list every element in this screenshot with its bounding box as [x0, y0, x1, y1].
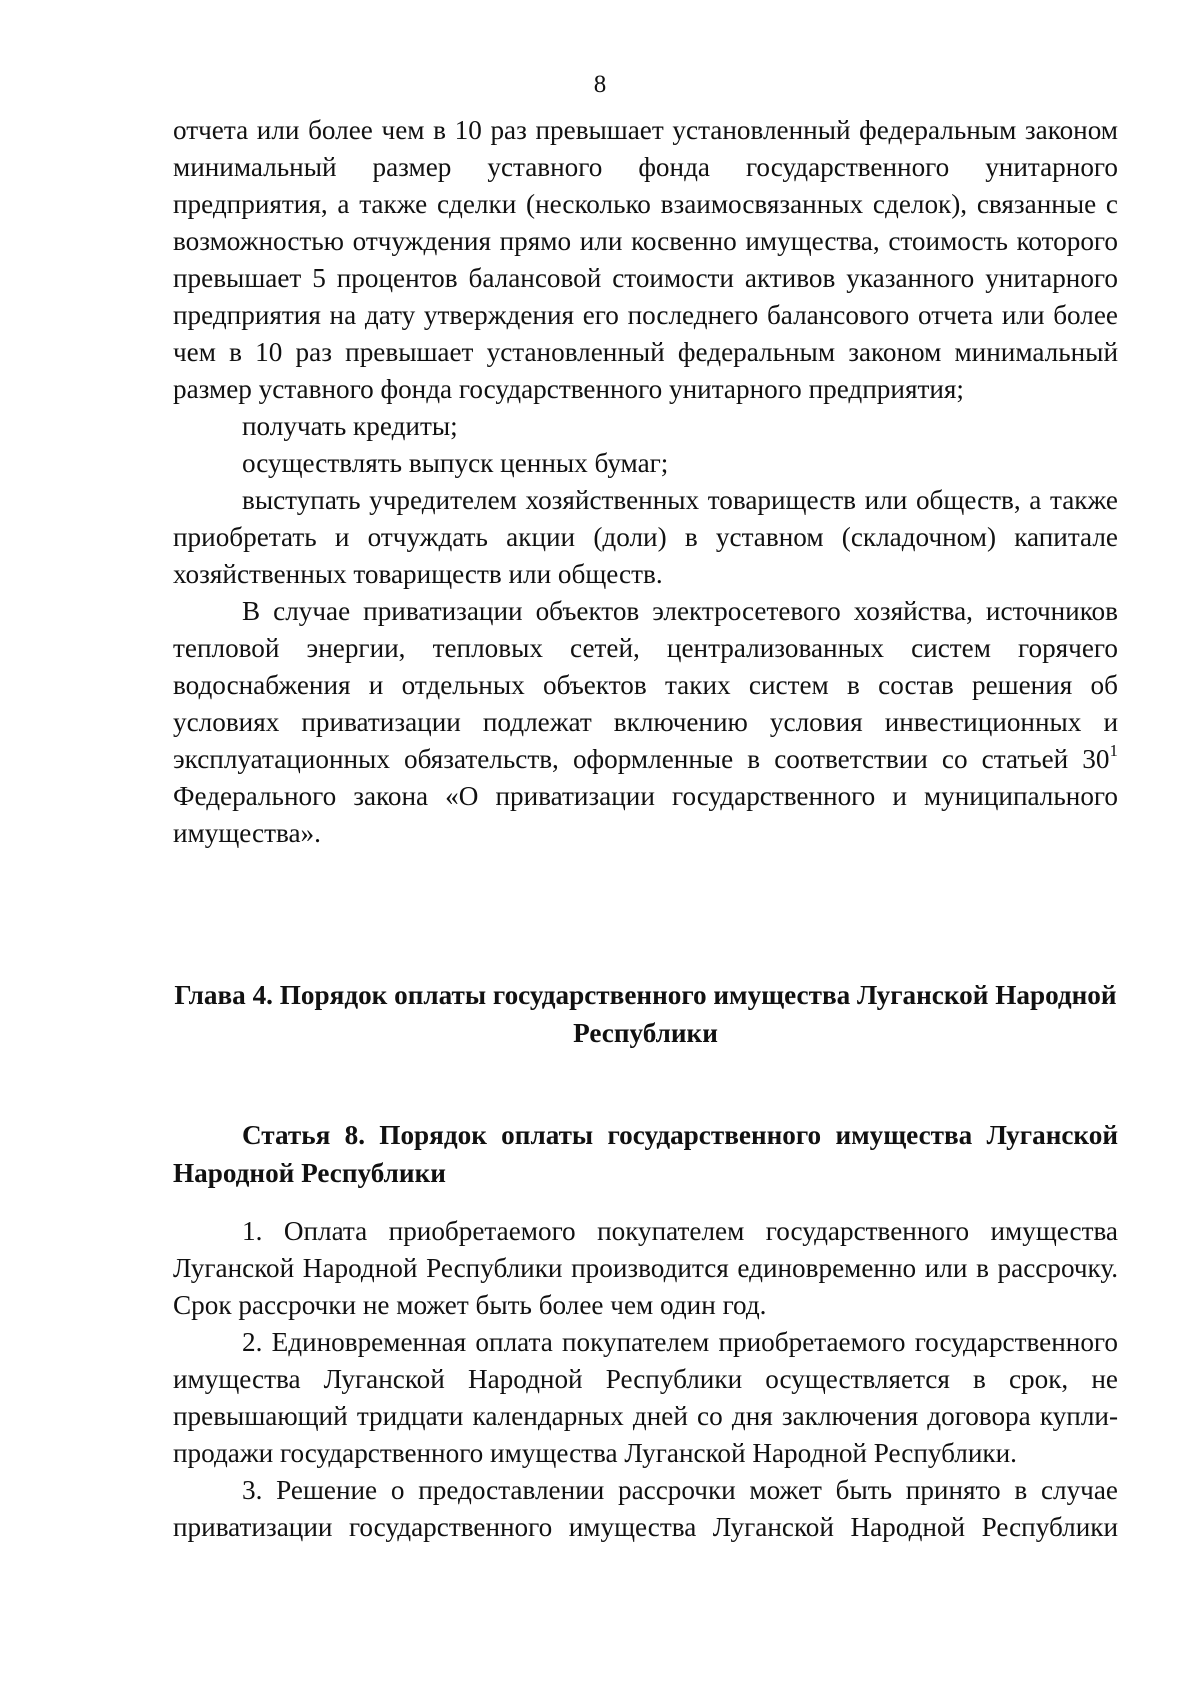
article-title: Статья 8. Порядок оплаты государственного имущества Луганской Народной Республики — [173, 1120, 1118, 1188]
article-body — [173, 1213, 1118, 1546]
body-text — [173, 112, 1118, 852]
article-paragraph: 2. Единовременная оплата покупателем приобретаемого государственного имущества Луганской Народной Республики осуществляется в срок, не превышающий тридцати календарных дней со дня заключения договора купли-продажи государственного имущества Луганской Народной Республики. — [173, 1327, 1118, 1468]
paragraph-continuation: отчета или более чем в 10 раз превышает установленный федеральным законом минимальный размер уставного фонда государственного унитарного предприятия, а также сделки (несколько взаимосвязанных сделок), связанные с возможностью отчуждения прямо или косвенно имущества, стоимость которого превышает 5 процентов балансовой стоимости активов указанного унитарного предприятия на дату утверждения его последнего балансового отчета или более чем в 10 раз превышает установленный федеральным законом минимальный размер уставного фонда государственного унитарного предприятия; — [173, 115, 1118, 404]
chapter-title: Глава 4. Порядок оплаты государственного имущества Луганской Народной Республики — [174, 980, 1117, 1048]
superscript-index: 1 — [1109, 741, 1118, 760]
paragraph-text: В случае приватизации объектов электросетевого хозяйства, источников тепловой энергии, тепловых сетей, централизованных систем горячего водоснабжения и отдельных объектов таких систем в состав решения об условиях приватизации подлежат включению условия инвестиционных и эксплуатационных обязательств, оформленные в соответствии со статьей 30 — [173, 596, 1118, 774]
article-paragraph: 1. Оплата приобретаемого покупателем государственного имущества Луганской Народной Республики производится единовременно или в рассрочку. Срок рассрочки не может быть более чем один год. — [173, 1216, 1118, 1320]
paragraph-list-item: осуществлять выпуск ценных бумаг; — [242, 448, 669, 478]
paragraph-list-item: получать кредиты; — [242, 411, 458, 441]
paragraph-list-item: выступать учредителем хозяйственных товариществ или обществ, а также приобретать и отчуждать акции (доли) в уставном (складочном) капитале хозяйственных товариществ или обществ. — [173, 485, 1118, 589]
page-number: 8 — [593, 71, 607, 98]
paragraph-privatization-conditions — [173, 593, 1118, 852]
paragraph-text: Федерального закона «О приватизации государственного и муниципального имущества». — [173, 781, 1118, 848]
article-paragraph: 3. Решение о предоставлении рассрочки может быть принято в случае приватизации государственного имущества Луганской Народной Республики — [173, 1475, 1118, 1542]
